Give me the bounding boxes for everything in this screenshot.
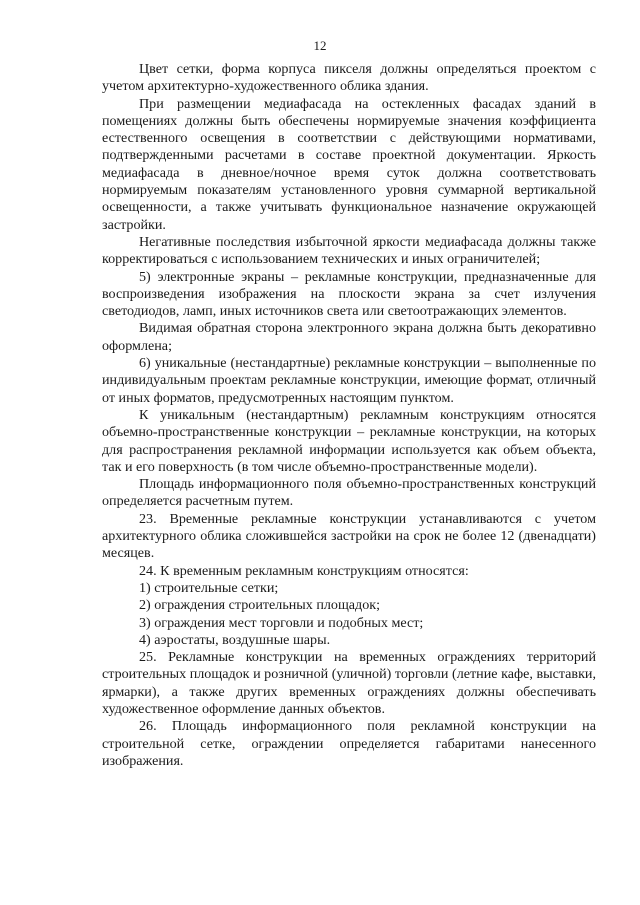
list-item-trade-fencing: 3) ограждения мест торговли и подобных мест; xyxy=(139,614,424,631)
paragraph-screen-back-side: Видимая обратная сторона электронного экрана должна быть декоративно оформлена; xyxy=(102,320,596,354)
paragraph-item-24: 24. К временным рекламным конструкциям относятся: xyxy=(139,562,469,579)
list-item-construction-mesh: 1) строительные сетки; xyxy=(139,579,279,596)
paragraph-mesh-color: Цвет сетки, форма корпуса пикселя должны определяться проектом с учетом архитектурно-художественного облика здания. xyxy=(102,61,596,95)
list-item-balloons: 4) аэростаты, воздушные шары. xyxy=(139,631,331,648)
paragraph-item-23: 23. Временные рекламные конструкции устанавливаются с учетом архитектурного облика сложившейся застройки на срок не более 12 (двенадцати) месяцев. xyxy=(102,510,596,562)
page-number: 12 xyxy=(313,38,327,53)
paragraph-brightness-limiters: Негативные последствия избыточной яркости медиафасада должны также корректироваться с использованием технических и иных ограничителей; xyxy=(102,233,596,268)
paragraph-item-26: 26. Площадь информационного поля рекламной конструкции на строительной сетке, ограждении определяется габаритами нанесенного изображения. xyxy=(102,718,596,769)
paragraph-electronic-screens: 5) электронные экраны – рекламные конструкции, предназначенные для воспроизведения изображения на плоскости экрана за счет излучения светодиодов, ламп, иных источников света или светоотражающих элементов. xyxy=(102,268,596,320)
paragraph-volumetric-structures: К уникальным (нестандартным) рекламным конструкциям относятся объемно-пространственные конструкции – рекламные конструкции, на которых для распространения рекламной информации используется как объем объекта, так и его поверхность (в том числе объемно-пространственные модели). xyxy=(102,406,596,475)
paragraph-media-facade-lighting: При размещении медиафасада на остекленных фасадах зданий в помещениях должны быть обеспечены нормируемые значения коэффициента естественного освещения в соответствии с действующими нормативами, подтвержденными расчетами в составе проектной документации. Яркость медиафасада в дневное/ночное время суток должна соответствовать нормируемым показателям установленного уровня суммарной вертикальной освещенности, а также учитывать функциональное назначение окружающей застройки. xyxy=(102,95,596,233)
list-item-site-fencing: 2) ограждения строительных площадок; xyxy=(139,597,381,614)
document-body xyxy=(102,61,596,770)
paragraph-item-25: 25. Рекламные конструкции на временных ограждениях территорий строительных площадок и розничной (уличной) торговли (летние кафе, выставки, ярмарки), а также других временных ограждениях должны обеспечивать художественное оформление данных объектов. xyxy=(102,649,596,717)
paragraph-volumetric-area: Площадь информационного поля объемно-пространственных конструкций определяется расчетным путем. xyxy=(102,476,596,510)
paragraph-unique-structures: 6) уникальные (нестандартные) рекламные конструкции – выполненные по индивидуальным проектам рекламные конструкции, имеющие формат, отличный от иных форматов, предусмотренных настоящим пунктом. xyxy=(102,355,596,406)
